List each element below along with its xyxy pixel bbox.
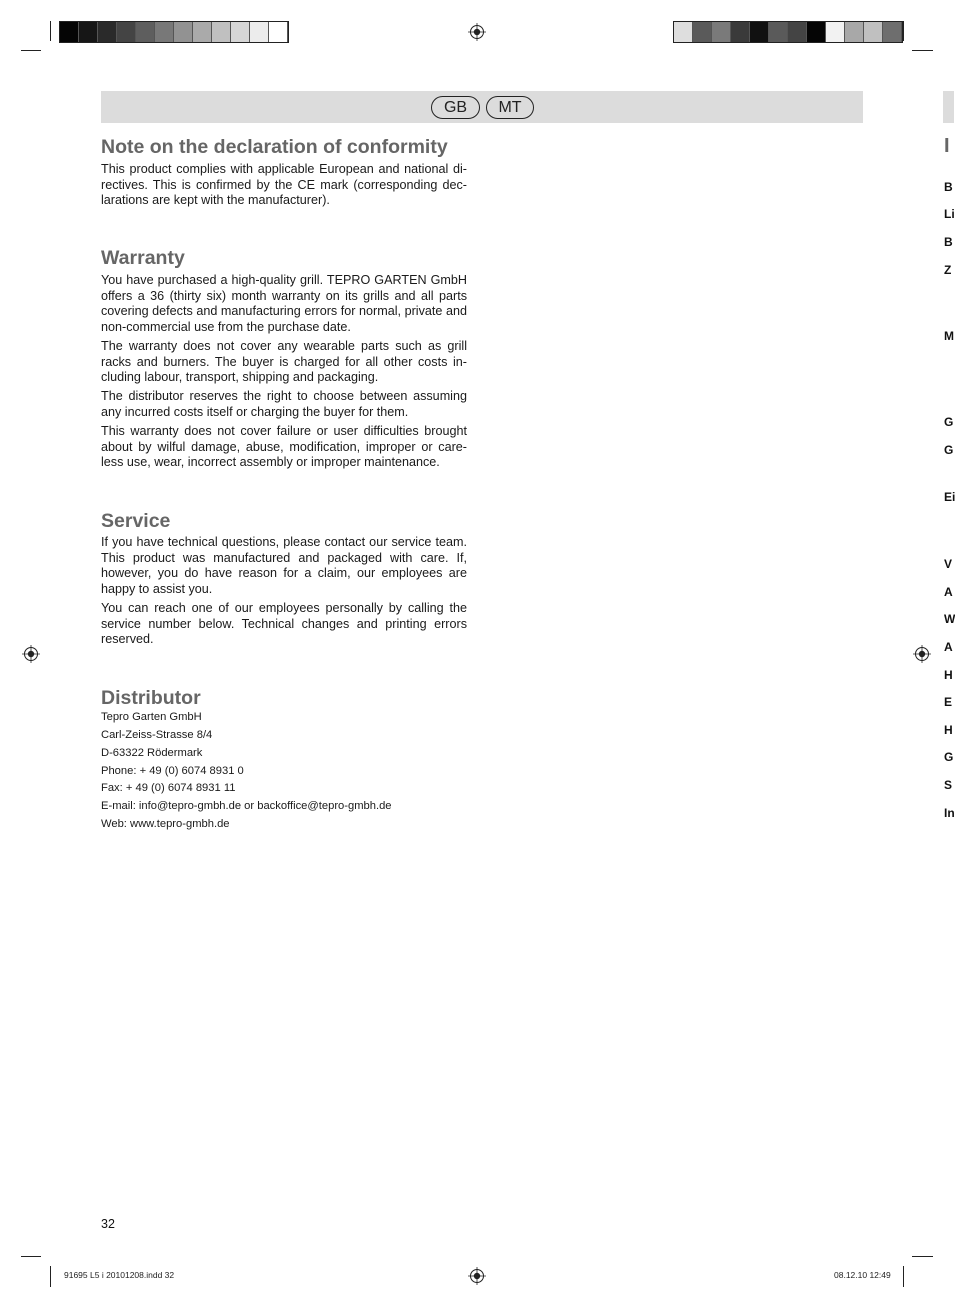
- color-swatch: [883, 22, 902, 42]
- registration-mark-icon: [913, 645, 931, 663]
- registration-mark-icon: [468, 23, 486, 41]
- color-swatch: [250, 22, 269, 42]
- warranty-paragraph: The distributor reserves the right to choose between assuming any incurred costs itself or charging the buyer for them.: [101, 389, 467, 419]
- right-page-letter: B: [944, 180, 953, 194]
- right-page-letter: Z: [944, 263, 952, 277]
- crop-mark: [50, 21, 51, 41]
- crop-mark: [912, 50, 933, 51]
- color-swatch: [155, 22, 174, 42]
- crop-mark: [903, 21, 904, 41]
- section-title-service: Service: [101, 510, 171, 532]
- color-swatch: [712, 22, 731, 42]
- crop-mark: [21, 50, 41, 51]
- service-paragraph: You can reach one of our employees personally by calling the service number below. Technical changes and printing errors reserved.: [101, 601, 467, 646]
- right-page-letter: G: [944, 443, 954, 457]
- color-swatch: [845, 22, 864, 42]
- right-page-letter: S: [944, 778, 953, 792]
- color-swatch: [212, 22, 231, 42]
- registration-mark-icon: [468, 1267, 486, 1285]
- crop-mark: [912, 1256, 933, 1257]
- color-swatch: [693, 22, 712, 42]
- distributor-line: Tepro Garten GmbH: [101, 711, 202, 723]
- warranty-paragraph: The warranty does not cover any wearable parts such as grill racks and burners. The buyer is charged for all other costs in-cluding labour, transport, shipping and packaging.: [101, 339, 467, 384]
- color-swatch: [136, 22, 155, 42]
- right-page-letter: H: [944, 723, 953, 737]
- color-bar-right: [673, 21, 903, 43]
- distributor-line: Web: www.tepro-gmbh.de: [101, 818, 230, 830]
- color-swatch: [674, 22, 693, 42]
- header-band-right-page: [943, 91, 954, 123]
- service-paragraph: If you have technical questions, please contact our service team. This product was manufactured and packaged with care. If, however, you do have reason for a claim, our employees are happy to assist you.: [101, 535, 467, 596]
- right-page-letter: M: [944, 329, 954, 343]
- crop-mark: [21, 1256, 41, 1257]
- warranty-paragraph: You have purchased a high-quality grill. TEPRO GARTEN GmbH offers a 36 (thirty six) month warranty on its grills and all parts covering defects and manufacturing errors for normal, private and non-commercial use from the purchase date.: [101, 273, 467, 334]
- slug-file-info: 91695 L5 i 20101208.indd 32: [64, 1270, 175, 1280]
- right-page-letter: A: [944, 585, 953, 599]
- color-swatch: [117, 22, 136, 42]
- right-page-letter: A: [944, 640, 953, 654]
- color-swatch: [750, 22, 769, 42]
- header-band: [101, 91, 863, 123]
- right-page-letter: B: [944, 235, 953, 249]
- right-page-letter: Ei: [944, 490, 955, 504]
- distributor-line: D-63322 Rödermark: [101, 747, 203, 759]
- right-page-letter: Li: [944, 207, 955, 221]
- distributor-line: Phone: + 49 (0) 6074 8931 0: [101, 765, 244, 777]
- color-swatch: [864, 22, 883, 42]
- right-page-letter: H: [944, 668, 953, 682]
- distributor-line: Carl-Zeiss-Strasse 8/4: [101, 729, 213, 741]
- color-swatch: [731, 22, 750, 42]
- right-page-heading-fragment: I: [944, 135, 950, 157]
- section-title-conformity: Note on the declaration of conformity: [101, 136, 448, 158]
- color-swatch: [807, 22, 826, 42]
- right-page-letter: W: [944, 612, 955, 626]
- crop-mark: [903, 1266, 904, 1287]
- language-badge-gb: GB: [431, 96, 480, 119]
- color-bar-left: [59, 21, 289, 43]
- page-number: 32: [101, 1217, 115, 1231]
- color-swatch: [60, 22, 79, 42]
- color-swatch: [231, 22, 250, 42]
- right-page-letter: In: [944, 806, 955, 820]
- color-swatch: [269, 22, 288, 42]
- color-swatch: [769, 22, 788, 42]
- right-page-letter: G: [944, 750, 954, 764]
- slug-date-time: 08.12.10 12:49: [834, 1270, 891, 1280]
- distributor-line: E-mail: info@tepro-gmbh.de or backoffice@tepro-gmbh.de: [101, 800, 392, 812]
- distributor-line: Fax: + 49 (0) 6074 8931 11: [101, 782, 236, 794]
- warranty-paragraph: This warranty does not cover failure or user difficulties brought about by wilful damage, abuse, modification, improper or care-less use, wear, incorrect assembly or improper maintenance.: [101, 424, 467, 469]
- section-title-warranty: Warranty: [101, 247, 185, 269]
- registration-mark-icon: [22, 645, 40, 663]
- color-swatch: [98, 22, 117, 42]
- right-page-letter: V: [944, 557, 953, 571]
- language-badge-mt: MT: [486, 96, 534, 119]
- crop-mark: [50, 1266, 51, 1287]
- color-swatch: [193, 22, 212, 42]
- color-swatch: [79, 22, 98, 42]
- color-swatch: [788, 22, 807, 42]
- color-swatch: [174, 22, 193, 42]
- conformity-paragraph: This product complies with applicable European and national di-rectives. This is confirmed by the CE mark (corresponding dec-larations are kept with the manufacturer).: [101, 162, 467, 207]
- right-page-letter: G: [944, 415, 954, 429]
- right-page-letter: E: [944, 695, 953, 709]
- color-swatch: [826, 22, 845, 42]
- section-title-distributor: Distributor: [101, 687, 201, 709]
